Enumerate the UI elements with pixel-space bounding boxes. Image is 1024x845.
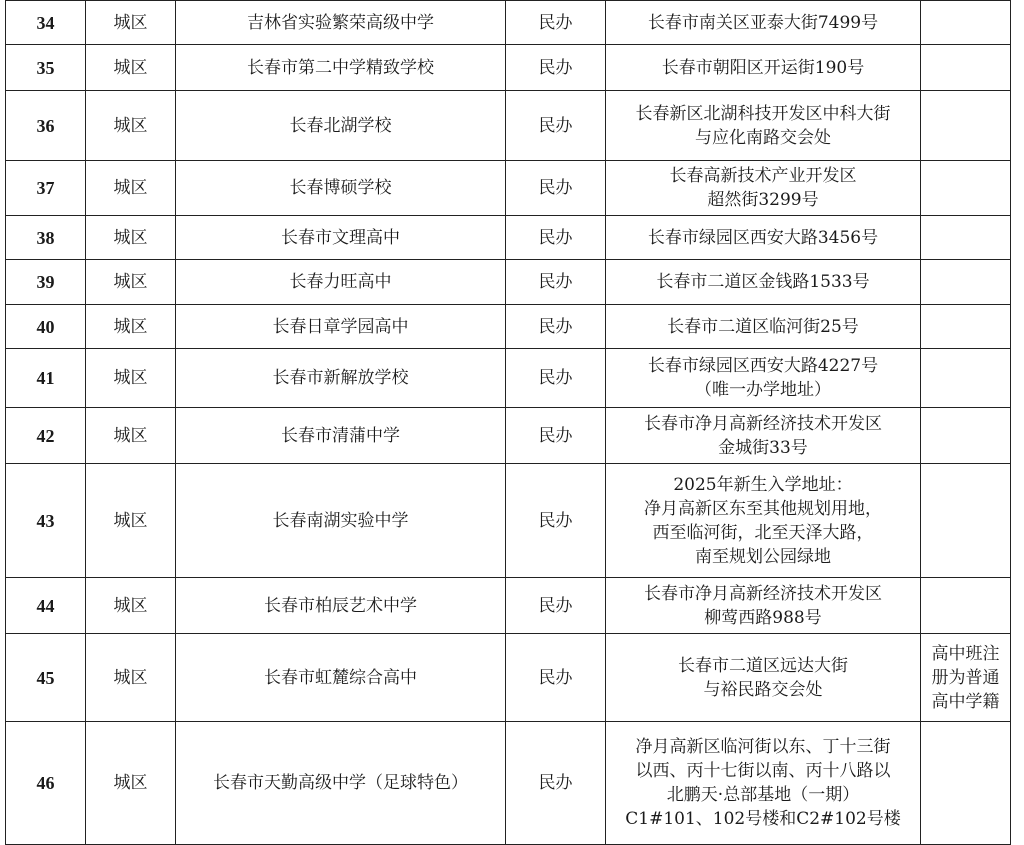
row-number-cell: 44 <box>6 578 86 634</box>
address-cell <box>606 216 921 260</box>
school-name-cell: 长春市柏辰艺术中学 <box>176 578 506 634</box>
address-line: 长春市二道区远达大街 <box>678 655 848 676</box>
table-row <box>6 408 1011 464</box>
area-cell: 城区 <box>86 464 176 578</box>
school-type-cell: 民办 <box>506 260 606 305</box>
table-row <box>6 260 1011 305</box>
school-name-cell: 长春博硕学校 <box>176 161 506 216</box>
note-cell <box>921 216 1011 260</box>
address-line: 与应化南路交会处 <box>695 127 831 148</box>
school-type-cell: 民办 <box>506 161 606 216</box>
row-number-cell: 40 <box>6 305 86 349</box>
school-type-cell: 民办 <box>506 91 606 161</box>
address-line: 长春市净月高新经济技术开发区 <box>644 583 882 604</box>
note-cell <box>921 464 1011 578</box>
address-line: 长春市绿园区西安大路3456号 <box>647 227 879 248</box>
area-cell: 城区 <box>86 161 176 216</box>
row-number-cell: 41 <box>6 349 86 408</box>
note-cell <box>921 1 1011 45</box>
school-type-cell: 民办 <box>506 305 606 349</box>
address-line: 长春新区北湖科技开发区中科大街 <box>635 103 891 124</box>
row-number-cell: 35 <box>6 45 86 91</box>
address-cell <box>606 349 921 408</box>
school-name-cell: 吉林省实验繁荣高级中学 <box>176 1 506 45</box>
school-name-cell: 长春南湖实验中学 <box>176 464 506 578</box>
note-cell <box>921 578 1011 634</box>
address-line: 柳莺西路988号 <box>704 607 822 628</box>
table-row <box>6 45 1011 91</box>
table-row <box>6 634 1011 722</box>
school-type-cell: 民办 <box>506 216 606 260</box>
area-cell: 城区 <box>86 91 176 161</box>
table-row <box>6 464 1011 578</box>
address-cell <box>606 1 921 45</box>
note-line: 高中学籍 <box>931 691 1000 712</box>
address-cell <box>606 408 921 464</box>
area-cell: 城区 <box>86 260 176 305</box>
address-line: 长春市净月高新经济技术开发区 <box>644 413 882 434</box>
address-cell <box>606 161 921 216</box>
address-line: 净月高新区临河街以东、丁十三街 <box>635 737 891 757</box>
table-row <box>6 161 1011 216</box>
address-cell <box>606 45 921 91</box>
school-type-cell: 民办 <box>506 1 606 45</box>
school-name-cell: 长春市虹麓综合高中 <box>176 634 506 722</box>
school-name-cell: 长春市天勤高级中学（足球特色） <box>176 722 506 845</box>
school-name-cell: 长春市新解放学校 <box>176 349 506 408</box>
address-line: 长春高新技术产业开发区 <box>669 166 857 186</box>
address-line: 2025年新生入学地址： <box>673 474 853 495</box>
address-line: 长春市绿园区西安大路4227号 <box>647 356 879 376</box>
school-table-body <box>6 1 1011 845</box>
school-table <box>5 0 1011 845</box>
note-cell <box>921 260 1011 305</box>
address-line: 与裕民路交会处 <box>703 679 823 700</box>
address-cell <box>606 260 921 305</box>
school-name-cell: 长春市第二中学精致学校 <box>176 45 506 91</box>
row-number-cell: 34 <box>6 1 86 45</box>
table-row <box>6 216 1011 260</box>
address-line: 净月高新区东至其他规划用地， <box>644 498 882 519</box>
table-row <box>6 349 1011 408</box>
row-number-cell: 39 <box>6 260 86 305</box>
area-cell: 城区 <box>86 634 176 722</box>
address-cell <box>606 722 921 845</box>
address-line: 金城街33号 <box>718 437 808 458</box>
school-type-cell: 民办 <box>506 349 606 408</box>
row-number-cell: 37 <box>6 161 86 216</box>
note-cell <box>921 161 1011 216</box>
note-cell <box>921 408 1011 464</box>
address-line: 以西、丙十七街以南、丙十八路以 <box>635 761 891 781</box>
area-cell: 城区 <box>86 45 176 91</box>
school-name-cell: 长春市清蒲中学 <box>176 408 506 464</box>
area-cell: 城区 <box>86 578 176 634</box>
area-cell: 城区 <box>86 349 176 408</box>
table-row <box>6 578 1011 634</box>
note-cell <box>921 722 1011 845</box>
note-cell <box>921 305 1011 349</box>
address-cell <box>606 91 921 161</box>
area-cell: 城区 <box>86 1 176 45</box>
school-type-cell: 民办 <box>506 45 606 91</box>
school-type-cell: 民办 <box>506 408 606 464</box>
address-line: 超然街3299号 <box>707 190 819 210</box>
note-line: 高中班注 <box>931 643 1000 664</box>
address-line: 西至临河街，北至天泽大路， <box>652 522 874 543</box>
row-number-cell: 43 <box>6 464 86 578</box>
table-row <box>6 1 1011 45</box>
school-type-cell: 民办 <box>506 464 606 578</box>
note-line: 册为普通 <box>931 667 1000 688</box>
address-line: 长春市二道区金钱路1533号 <box>656 272 870 292</box>
school-type-cell: 民办 <box>506 722 606 845</box>
area-cell: 城区 <box>86 722 176 845</box>
address-line: 北鹏天·总部基地（一期） <box>666 785 860 805</box>
school-type-cell: 民办 <box>506 634 606 722</box>
table-row <box>6 305 1011 349</box>
row-number-cell: 45 <box>6 634 86 722</box>
table-row <box>6 722 1011 845</box>
address-line: C1#101、102号楼和C2#102号楼 <box>625 809 901 829</box>
note-cell <box>921 634 1011 722</box>
school-type-cell: 民办 <box>506 578 606 634</box>
area-cell: 城区 <box>86 305 176 349</box>
address-line: 南至规划公园绿地 <box>695 546 831 567</box>
school-name-cell: 长春市文理高中 <box>176 216 506 260</box>
school-name-cell: 长春力旺高中 <box>176 260 506 305</box>
area-cell: 城区 <box>86 408 176 464</box>
area-cell: 城区 <box>86 216 176 260</box>
note-cell <box>921 91 1011 161</box>
address-cell <box>606 464 921 578</box>
row-number-cell: 46 <box>6 722 86 845</box>
row-number-cell: 42 <box>6 408 86 464</box>
address-line: 长春市二道区临河街25号 <box>667 316 859 337</box>
address-line: （唯一办学地址） <box>695 380 831 400</box>
address-cell <box>606 578 921 634</box>
school-name-cell: 长春日章学园高中 <box>176 305 506 349</box>
row-number-cell: 38 <box>6 216 86 260</box>
table-row <box>6 91 1011 161</box>
address-cell <box>606 634 921 722</box>
address-line: 长春市南关区亚泰大街7499号 <box>647 12 879 33</box>
address-line: 长春市朝阳区开运街190号 <box>661 57 865 78</box>
note-cell <box>921 45 1011 91</box>
school-name-cell: 长春北湖学校 <box>176 91 506 161</box>
note-cell <box>921 349 1011 408</box>
row-number-cell: 36 <box>6 91 86 161</box>
address-cell <box>606 305 921 349</box>
